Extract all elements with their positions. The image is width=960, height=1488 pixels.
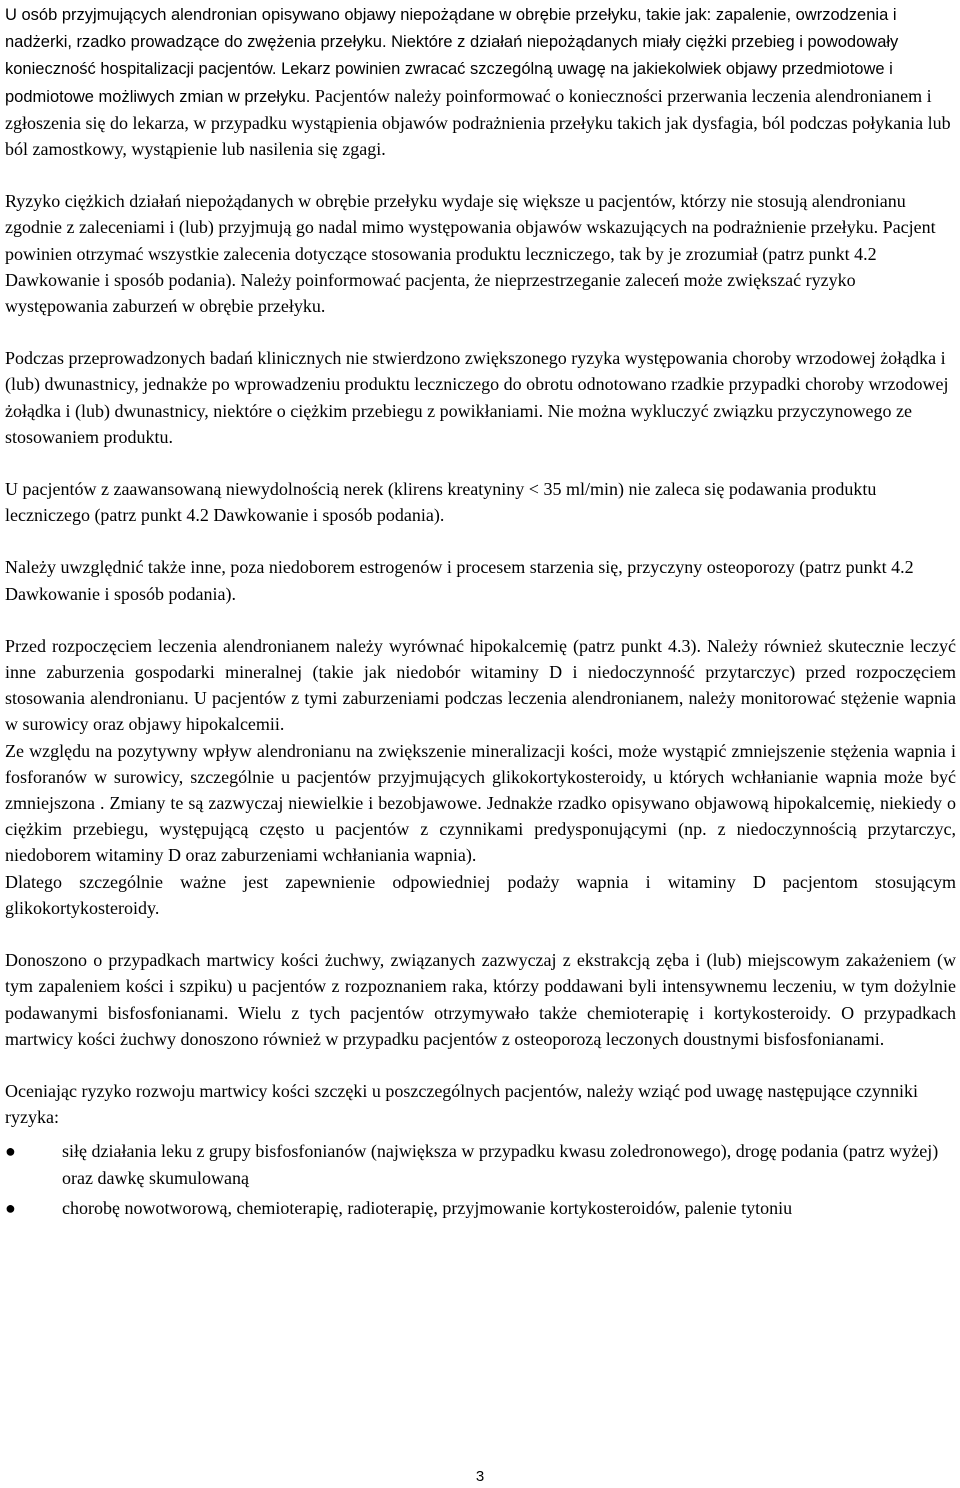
paragraph-hypocalcemia: Przed rozpoczęciem leczenia alendronianem należy wyrównać hipokalcemię (patrz punkt 4.3). Należy również skutecznie leczyć inne zaburzenia gospodarki mineralnej (takie jak niedobór witaminy D i niedoczynność przytarczyc) przed rozpoczęciem stosowania alendronianu. U pacjentów z tymi zaburzeniami podczas leczenia alendronianem, należy monitorować stężenie wapnia w surowicy oraz objawy hipokalcemii. [5,635,956,735]
list-item [5,1195,956,1221]
paragraph-esophageal-adverse-effects [5,0,956,162]
paragraph-jaw-osteonecrosis: Donoszono o przypadkach martwicy kości żuchwy, związanych zazwyczaj z ekstrakcją zęba i (lub) miejscowym zakażeniem (w tym zapaleniem kości i szpiku) u pacjentów z rozpoznaniem raka, którzy poddawani byli intensywnemu leczeniu, w tym dożylnie podawanymi bisfosfonianami. Wielu z tych pacjentów otrzymywało także chemioterapię i kortykosteroidy. O przypadkach martwicy kości żuchwy donoszono również w przypadku pacjentów z osteoporozą leczonych doustnymi bisfosfonianami. [5,950,956,1049]
page-number: 3 [475,1468,485,1485]
paragraph-ulcer-disease: Podczas przeprowadzonych badań klinicznych nie stwierdzono zwiększonego ryzyka występowania choroby wrzodowej żołądka i (lub) dwunastnicy, jednakże po wprowadzeniu produktu leczniczego do obrotu odnotowano rzadkie przypadki choroby wrzodowej żołądka i (lub) dwunastnicy, niektóre o ciężkim przebiegu z powikłaniami. Nie można wykluczyć związku przyczynowego ze stosowaniem produktu. [5,348,949,447]
paragraph-esophageal-risk: Ryzyko ciężkich działań niepożądanych w obrębie przełyku wydaje się większe u pacjentów, którzy nie stosują alendronianu zgodnie z zaleceniami i (lub) przyjmują go nadal mimo występowania objawów wskazujących na podrażnienie przełyku. Pacjent powinien otrzymać wszystkie zalecenia dotyczące stosowania produktu leczniczego, tak by je zrozumiał (patrz punkt 4.2 Dawkowanie i sposób podania). Należy poinformować pacjenta, że nieprzestrzeganie zaleceń może zwiększać ryzyko występowania zaburzeń w obrębie przełyku. [5,191,936,317]
paragraph-mineralization: Ze względu na pozytywny wpływ alendronianu na zwiększenie mineralizacji kości, może wystąpić zmniejszenie stężenia wapnia i fosforanów w surowicy, szczególnie u pacjentów przyjmujących glikokortykosteroidy, u których wchłanianie wapnia może być zmniejszona . Zmiany te są zazwyczaj niewielkie i bezobjawowe. Jednakże rzadko opisywano objawową hipokalcemię, niekiedy o ciężkim przebiegu, występującą często u pacjentów z czynnikami predysponującymi (np. z niedoczynnością przytarczyc, niedoborem witaminy D oraz zaburzeniami wchłaniania wapnia). [5,740,956,866]
paragraph-1-serif-text: Pacjentów należy poinformować o konieczności przerwania leczenia alendronianem i zgłoszenia się do lekarza, w przypadku wystąpienia objawów podrażnienia przełyku takich jak dysfagia, ból podczas połykania lub ból zamostkowy, wystąpienie lub nasilenia się zgagi. [5,85,951,160]
paragraph-1-sans-text: U osób przyjmujących alendronian opisywano objawy niepożądane w obrębie przełyku, takie jak: zapalenie, owrzodzenia i nadżerki, rzadko prowadzące do zwężenia przełyku. Niektóre z działań niepożądanych miały ciężki przebieg i powodowały konieczność hospitalizacji pacjentów. Lekarz powinien zwracać szczególną uwagę na jakiekolwiek objawy przedmiotowe i podmiotowe możliwych zmian w przełyku. [5,6,899,106]
list-item [5,1138,956,1190]
list-item-text: siłę działania leku z grupy bisfosfonianów (największa w przypadku kwasu zoledronowego), drogę podania (patrz wyżej) oraz dawkę skumulowaną [62,1141,939,1188]
risk-factors-list [5,1138,956,1221]
bullet-icon: ● [5,1197,16,1218]
paragraph-risk-factors-intro: Oceniając ryzyko rozwoju martwicy kości szczęki u poszczególnych pacjentów, należy wziąć pod uwagę następujące czynniki ryzyka: [5,1080,918,1128]
document-page [5,0,956,1225]
paragraph-calcium-vitamin-d: Dlatego szczególnie ważne jest zapewnienie odpowiedniej podaży wapnia i witaminy D pacjentom stosującym glikokortykosteroidy. [5,871,956,918]
paragraph-osteoporosis-causes: Należy uwzględnić także inne, poza niedoborem estrogenów i procesem starzenia się, przyczyny osteoporozy (patrz punkt 4.2 Dawkowanie i sposób podania). [5,557,914,604]
bullet-icon: ● [5,1141,16,1162]
paragraph-renal-insufficiency: U pacjentów z zaawansowaną niewydolnością nerek (klirens kreatyniny < 35 ml/min) nie zaleca się podawania produktu leczniczego (patrz punkt 4.2 Dawkowanie i sposób podania). [5,479,877,526]
list-item-text: chorobę nowotworową, chemioterapię, radioterapię, przyjmowanie kortykosteroidów, palenie tytoniu [62,1197,793,1218]
